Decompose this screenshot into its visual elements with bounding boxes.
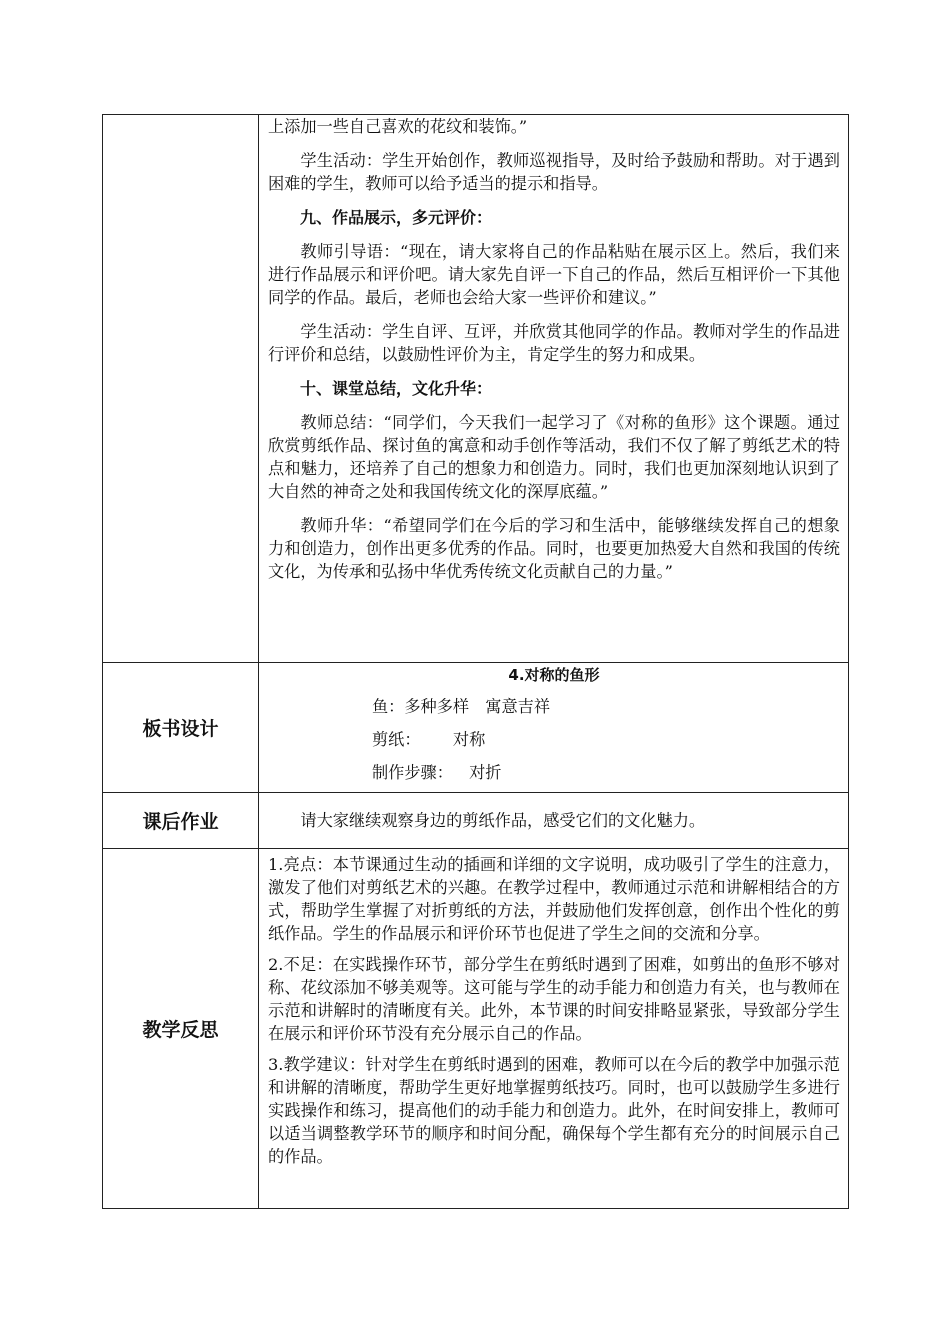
- reflection-item-shortcoming: 2.不足：在实践操作环节，部分学生在剪纸时遇到了困难，如剪出的鱼形不够对称、花纹添加不够美观等。这可能与学生的动手能力和创造力有关，也与教师在示范和讲解时的清晰度有关。此外，本节课的时间安排略显紧张，导致部分学生在展示和评价环节没有充分展示自己的作品。: [268, 955, 840, 1043]
- section-heading: 九、作品展示，多元评价：: [300, 208, 493, 227]
- board-label: 板书设计: [103, 663, 259, 793]
- homework-content: [259, 809, 848, 832]
- homework-label: 课后作业: [103, 793, 259, 849]
- board-line-fish: [372, 696, 840, 718]
- reflection-content-cell: [259, 849, 849, 1209]
- lesson-plan-table: [102, 114, 849, 1209]
- process-content-cell: [259, 115, 849, 663]
- process-paragraph: 教师引导语：“现在，请大家将自己的作品粘贴在展示区上。然后，我们来进行作品展示和评价吧。请大家先自评一下自己的作品，然后互相评价一下其他同学的作品。最后，老师也会给大家一些评价和建议。”: [268, 242, 840, 307]
- board-line-value: 对称: [420, 730, 486, 749]
- board-content: [259, 664, 848, 784]
- homework-row: [103, 793, 849, 849]
- reflection-item-highlight: 1.亮点：本节课通过生动的插画和详细的文字说明，成功吸引了学生的注意力，激发了他们对剪纸艺术的兴趣。在教学过程中，教师通过示范和讲解相结合的方式，帮助学生掌握了对折剪纸的方法，并鼓励他们发挥创意，创作出个性化的剪纸作品。学生的作品展示和评价环节也促进了学生之间的交流和分享。: [268, 855, 840, 943]
- reflection-row: [103, 849, 849, 1209]
- section-heading: 十、课堂总结，文化升华：: [300, 379, 493, 398]
- homework-content-cell: [259, 793, 849, 849]
- process-paragraph: 学生活动：学生开始创作，教师巡视指导，及时给予鼓励和帮助。对于遇到困难的学生，教师可以给予适当的提示和指导。: [268, 151, 840, 193]
- process-label-cell: [103, 115, 259, 663]
- board-line-papercut: [372, 729, 840, 751]
- board-line-key: 制作步骤：: [372, 763, 453, 782]
- board-line-key: 剪纸：: [372, 730, 421, 749]
- process-paragraph: 上添加一些自己喜欢的花纹和装饰。”: [268, 117, 528, 136]
- board-content-cell: [259, 663, 849, 793]
- board-line-key: 鱼：: [372, 697, 405, 716]
- process-paragraph: 学生活动：学生自评、互评，并欣赏其他同学的作品。教师对学生的作品进行评价和总结，以鼓励性评价为主，肯定学生的努力和成果。: [268, 322, 840, 364]
- process-content: [259, 115, 848, 583]
- board-line-value: 对折: [452, 763, 502, 782]
- reflection-label: 教学反思: [103, 849, 259, 1209]
- process-paragraph: 教师总结：“同学们，今天我们一起学习了《对称的鱼形》这个课题。通过欣赏剪纸作品、探讨鱼的寓意和动手创作等活动，我们不仅了解了剪纸艺术的特点和魅力，还培养了自己的想象力和创造力。同时，我们也更加深刻地认识到了大自然的神奇之处和我国传统文化的深厚底蕴。”: [268, 413, 840, 501]
- board-line-value: 多种多样 寓意吉祥: [404, 697, 551, 716]
- process-row: [103, 115, 849, 663]
- board-row: [103, 663, 849, 793]
- reflection-content: [259, 849, 848, 1168]
- process-paragraph: 教师升华：“希望同学们在今后的学习和生活中，能够继续发挥自己的想象力和创造力，创作出更多优秀的作品。同时，也要更加热爱大自然和我国的传统文化，为传承和弘扬中华优秀传统文化贡献自己的力量。”: [268, 516, 840, 581]
- board-title: 4.对称的鱼形: [508, 666, 600, 684]
- reflection-item-suggestion: 3.教学建议：针对学生在剪纸时遇到的困难，教师可以在今后的教学中加强示范和讲解的清晰度，帮助学生更好地掌握剪纸技巧。同时，也可以鼓励学生多进行实践操作和练习，提高他们的动手能力和创造力。此外，在时间安排上，教师可以适当调整教学环节的顺序和时间分配，确保每个学生都有充分的时间展示自己的作品。: [268, 1055, 840, 1166]
- board-line-steps: [372, 762, 840, 784]
- homework-text: 请大家继续观察身边的剪纸作品，感受它们的文化魅力。: [300, 811, 706, 830]
